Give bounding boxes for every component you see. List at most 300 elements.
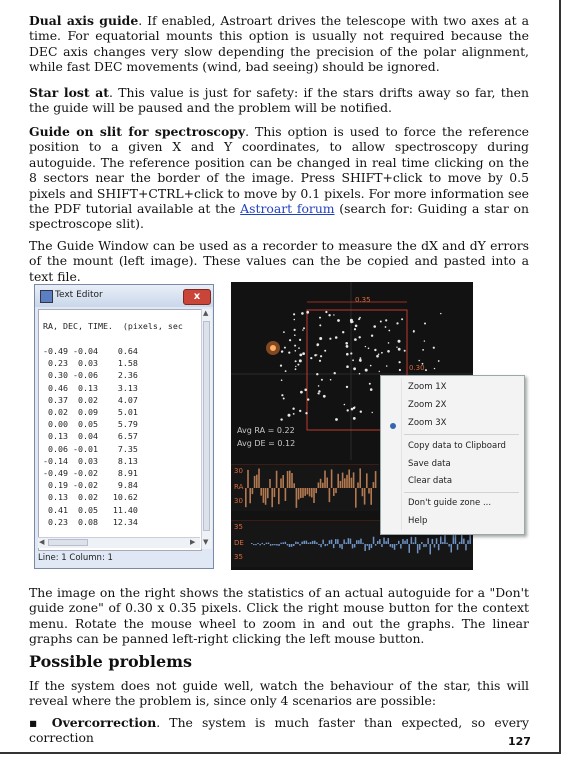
editor-row: -0.14 0.03 8.13 bbox=[43, 455, 138, 466]
de-error-bar bbox=[396, 544, 398, 545]
guide-point bbox=[374, 349, 376, 351]
ra-error-bar bbox=[313, 488, 315, 503]
dual-axis-text: . If enabled, Astroart drives the telescope with two axes at a time. For equatorial mounts this option is usually not required because the DEC axis changes very slow depending the precision of the polar alignment, while fast DEC movements (wind, bad seeing) should be ignored. bbox=[29, 13, 529, 75]
de-error-bar bbox=[394, 544, 396, 550]
ra-error-bar bbox=[265, 488, 267, 505]
de-error-bar bbox=[312, 541, 314, 544]
guide-point bbox=[344, 404, 346, 406]
guide-point bbox=[359, 336, 361, 338]
de-error-bar bbox=[262, 543, 264, 544]
guide-point bbox=[347, 409, 349, 411]
ra-error-bar bbox=[348, 469, 350, 488]
ra-error-bar bbox=[362, 488, 364, 496]
guide-point bbox=[333, 314, 334, 315]
guide-point bbox=[323, 395, 326, 398]
ra-error-bar bbox=[307, 488, 309, 494]
horizontal-scrollbar[interactable] bbox=[38, 537, 200, 548]
ra-graph-bottom-label: 30 bbox=[234, 497, 243, 505]
guide-point bbox=[365, 346, 366, 347]
de-error-bar bbox=[377, 541, 379, 544]
de-error-bar bbox=[406, 539, 408, 544]
guide-point bbox=[292, 408, 294, 410]
guide-point bbox=[438, 360, 440, 362]
guide-point bbox=[329, 338, 331, 340]
guide-point bbox=[370, 388, 373, 391]
guide-point bbox=[319, 360, 321, 362]
guide-window-text: The Guide Window can be used as a recorder to measure the dX and dY errors of the mount (left image). These values can the be copied and pasted into a text file. bbox=[29, 238, 529, 284]
menu-item-zoom-2x[interactable]: Zoom 2X bbox=[408, 400, 447, 410]
de-error-bar bbox=[314, 541, 316, 544]
page-number: 127 bbox=[508, 735, 531, 748]
de-error-bar bbox=[383, 537, 385, 544]
guide-point bbox=[371, 335, 373, 337]
guide-point bbox=[388, 342, 390, 344]
guide-point bbox=[319, 337, 322, 340]
guide-point bbox=[360, 357, 362, 359]
guide-point bbox=[304, 389, 307, 392]
guide-point bbox=[316, 373, 318, 375]
de-error-bar bbox=[320, 544, 322, 547]
guide-point bbox=[354, 338, 357, 341]
guide-point bbox=[337, 319, 340, 322]
guide-point bbox=[325, 311, 327, 313]
guide-point bbox=[422, 349, 424, 351]
ra-error-bar bbox=[302, 488, 304, 498]
guide-point bbox=[288, 352, 290, 354]
guide-point bbox=[369, 383, 371, 385]
text-editor-window bbox=[34, 284, 214, 569]
de-error-bar bbox=[430, 544, 432, 554]
de-error-bar bbox=[350, 539, 352, 544]
de-error-bar bbox=[253, 544, 255, 545]
astroart-forum-link[interactable]: Astroart forum bbox=[240, 201, 335, 217]
de-error-bar bbox=[322, 540, 324, 544]
menu-item-help[interactable]: Help bbox=[408, 516, 428, 526]
guide-point bbox=[298, 347, 300, 349]
de-error-bar bbox=[444, 534, 446, 544]
de-error-bar bbox=[367, 544, 369, 546]
ra-error-bar bbox=[353, 472, 355, 488]
de-graph-top-label: 35 bbox=[234, 523, 243, 531]
ra-error-bar bbox=[322, 483, 324, 488]
image-right-text: The image on the right shows the statistics of an actual autoguide for a "Don't guide zone" of 0.30 x 0.35 pixels. Click the right mouse button for the context menu. Rotate the mouse wheel to zoom in and out the graphs. The linear graphs can be panned left-right clicking the left mouse button. bbox=[29, 585, 529, 647]
de-error-bar bbox=[371, 544, 373, 548]
de-error-bar bbox=[278, 544, 280, 546]
guide-point bbox=[346, 345, 349, 348]
editor-row: 0.30 -0.06 2.36 bbox=[43, 370, 138, 381]
de-error-bar bbox=[425, 544, 427, 547]
de-error-bar bbox=[413, 542, 415, 544]
menu-separator bbox=[404, 492, 519, 493]
guide-point bbox=[295, 350, 297, 352]
guide-point bbox=[413, 331, 415, 333]
guide-point bbox=[317, 393, 319, 395]
ra-error-bar bbox=[258, 469, 260, 488]
de-error-bar bbox=[398, 541, 400, 544]
ra-error-bar bbox=[263, 488, 265, 503]
ra-error-bar bbox=[344, 478, 346, 488]
guide-point bbox=[351, 408, 354, 411]
para-star-lost bbox=[29, 85, 529, 116]
avg-de-value: Avg DE = 0.12 bbox=[237, 439, 296, 448]
de-error-bar bbox=[448, 544, 450, 546]
problems-intro-text: If the system does not guide well, watch the behaviour of the star, this will reveal where the problem is, since only 4 scenarios are possible: bbox=[29, 678, 529, 709]
guide-point bbox=[359, 373, 361, 375]
guide-point bbox=[297, 364, 299, 366]
guide-point bbox=[280, 365, 282, 367]
de-error-bar bbox=[331, 540, 333, 544]
guide-point bbox=[398, 340, 401, 343]
ra-error-bar bbox=[276, 471, 278, 488]
de-error-bar bbox=[337, 539, 339, 544]
guide-point bbox=[295, 368, 297, 370]
de-error-bar bbox=[310, 542, 312, 544]
guide-point bbox=[295, 360, 297, 362]
guide-point bbox=[372, 412, 373, 413]
ra-error-bar bbox=[355, 488, 357, 508]
guide-slit-text-after: (search for: Guiding a star on spectroscope slit). bbox=[29, 201, 529, 232]
ra-error-bar bbox=[296, 488, 298, 508]
ra-error-bar bbox=[298, 488, 300, 500]
de-error-bar bbox=[369, 544, 371, 550]
de-error-bar bbox=[329, 540, 331, 544]
de-error-bar bbox=[348, 538, 350, 544]
editor-row: 0.13 0.02 10.62 bbox=[43, 492, 138, 503]
guide-point bbox=[283, 398, 285, 400]
de-error-bar bbox=[381, 544, 383, 547]
guide-point bbox=[381, 352, 383, 354]
guide-point bbox=[281, 394, 283, 396]
de-error-bar bbox=[419, 544, 421, 550]
editor-row: 0.02 0.09 5.01 bbox=[43, 407, 138, 418]
guide-point bbox=[396, 347, 397, 348]
de-error-bar bbox=[272, 544, 274, 545]
menu-item-dont-guide-zone[interactable]: Don't guide zone ... bbox=[408, 498, 492, 508]
de-graph-bottom-label: 35 bbox=[234, 553, 243, 561]
de-error-bar bbox=[280, 543, 282, 544]
guide-point bbox=[289, 339, 291, 341]
guide-point bbox=[281, 350, 283, 352]
overcorrection-text: . The system is much faster than expected, so every correction bbox=[29, 715, 529, 746]
de-error-bar bbox=[327, 544, 329, 546]
guide-point bbox=[401, 318, 403, 320]
ra-error-bar bbox=[274, 488, 276, 497]
ra-error-bar bbox=[315, 488, 317, 493]
ra-error-bar bbox=[364, 488, 366, 505]
de-error-bar bbox=[411, 537, 413, 544]
de-error-bar bbox=[276, 544, 278, 546]
text-editor-content[interactable] bbox=[38, 309, 202, 551]
guide-point bbox=[379, 371, 380, 372]
guide-point bbox=[378, 354, 380, 356]
ra-error-bar bbox=[247, 470, 249, 488]
guide-point bbox=[310, 357, 312, 359]
de-error-bar bbox=[358, 540, 360, 544]
guide-point bbox=[399, 369, 401, 371]
de-error-bar bbox=[459, 542, 461, 544]
de-error-bar bbox=[291, 544, 293, 547]
ra-error-bar bbox=[254, 476, 256, 488]
guide-point bbox=[318, 385, 320, 387]
de-error-bar bbox=[354, 544, 356, 547]
guide-point bbox=[284, 347, 286, 349]
text-editor-titlebar[interactable] bbox=[35, 285, 213, 307]
ra-error-bar bbox=[304, 488, 306, 496]
de-error-bar bbox=[339, 544, 341, 548]
zone-x-label: 0.35 bbox=[355, 296, 371, 304]
guide-point bbox=[350, 352, 352, 354]
guide-point bbox=[303, 327, 305, 329]
guide-point bbox=[376, 355, 379, 358]
ra-error-bar bbox=[245, 488, 247, 507]
editor-row: 0.19 -0.02 9.84 bbox=[43, 480, 138, 491]
para-dual-axis bbox=[29, 13, 529, 75]
de-error-bar bbox=[299, 544, 301, 545]
guide-point bbox=[440, 313, 441, 314]
ra-error-bar bbox=[335, 488, 337, 493]
guide-point bbox=[396, 322, 398, 324]
guide-point bbox=[293, 313, 295, 315]
ra-error-bar bbox=[351, 478, 353, 488]
guide-point bbox=[368, 348, 370, 350]
selected-radio-icon bbox=[390, 423, 396, 429]
guide-point bbox=[294, 329, 296, 331]
para-image-right bbox=[29, 585, 529, 647]
guide-point bbox=[365, 369, 368, 372]
vertical-scrollbar[interactable] bbox=[201, 309, 212, 549]
guide-point bbox=[425, 369, 427, 371]
guide-point bbox=[386, 365, 388, 367]
ra-error-bar bbox=[366, 473, 368, 488]
editor-row: 0.37 0.02 4.07 bbox=[43, 394, 138, 405]
guide-point bbox=[319, 317, 321, 319]
de-error-bar bbox=[415, 537, 417, 544]
de-error-bar bbox=[446, 543, 448, 544]
guide-point bbox=[328, 314, 330, 316]
guide-point bbox=[370, 365, 372, 367]
ra-error-bar bbox=[271, 488, 273, 507]
guide-point bbox=[358, 318, 360, 320]
menu-item-save-data[interactable]: Save data bbox=[408, 459, 451, 469]
ra-graph[interactable] bbox=[231, 464, 379, 511]
guide-point bbox=[299, 410, 301, 412]
menu-gutter bbox=[401, 378, 402, 530]
ra-error-bar bbox=[287, 471, 289, 488]
de-error-bar bbox=[341, 544, 343, 549]
de-error-bar bbox=[385, 541, 387, 544]
de-error-bar bbox=[409, 544, 411, 553]
de-error-bar bbox=[325, 544, 327, 546]
text-editor-title: Text Editor bbox=[55, 290, 103, 300]
guide-point bbox=[387, 350, 390, 353]
guide-point bbox=[350, 319, 353, 322]
de-error-bar bbox=[352, 544, 354, 548]
dual-axis-label: Dual axis guide bbox=[29, 13, 139, 28]
bullet-overcorrection bbox=[29, 715, 529, 746]
de-error-bar bbox=[375, 544, 377, 546]
guide-point bbox=[316, 354, 317, 355]
guide-point bbox=[302, 329, 303, 330]
de-error-bar bbox=[308, 543, 310, 544]
ra-error-bar bbox=[260, 488, 262, 496]
de-error-bar bbox=[463, 539, 465, 544]
guide-point bbox=[281, 379, 283, 381]
ra-error-bar bbox=[282, 475, 284, 488]
guide-point bbox=[294, 319, 296, 321]
guide-point bbox=[424, 340, 425, 341]
de-error-bar bbox=[379, 539, 381, 544]
ra-error-bar bbox=[333, 488, 335, 496]
de-error-bar bbox=[442, 542, 444, 544]
ra-error-bar bbox=[357, 482, 359, 488]
editor-row: 0.41 0.05 11.40 bbox=[43, 504, 138, 515]
ra-error-bar bbox=[291, 473, 293, 488]
de-error-bar bbox=[287, 544, 289, 545]
guide-point bbox=[399, 361, 401, 363]
ra-error-bar bbox=[373, 482, 375, 488]
editor-header-line: RA, DEC, TIME. (pixels, sec bbox=[43, 321, 183, 331]
menu-item-copy-clipboard[interactable]: Copy data to Clipboard bbox=[408, 441, 506, 451]
de-error-bar bbox=[285, 542, 287, 544]
de-error-bar bbox=[335, 539, 337, 544]
de-error-bar bbox=[274, 544, 276, 545]
de-error-bar bbox=[270, 544, 272, 546]
bullet-icon: ▪ bbox=[29, 715, 52, 730]
close-button[interactable]: x bbox=[183, 289, 211, 305]
menu-item-zoom-1x[interactable]: Zoom 1X bbox=[408, 382, 447, 392]
guide-point bbox=[324, 350, 326, 352]
de-error-bar bbox=[333, 544, 335, 548]
text-editor-icon bbox=[40, 290, 53, 303]
de-error-bar bbox=[283, 542, 285, 544]
de-error-bar bbox=[438, 544, 440, 550]
de-error-bar bbox=[266, 543, 268, 544]
guide-point bbox=[300, 391, 303, 394]
ra-error-bar bbox=[309, 488, 311, 496]
editor-row: 0.00 0.05 5.79 bbox=[43, 419, 138, 430]
ra-error-bar bbox=[256, 475, 258, 488]
guide-point bbox=[404, 350, 406, 352]
de-error-bar bbox=[402, 539, 404, 544]
guide-point bbox=[294, 345, 296, 347]
ra-error-bar bbox=[359, 468, 361, 488]
guide-point bbox=[320, 355, 322, 357]
de-error-bar bbox=[259, 544, 261, 545]
guide-point bbox=[353, 367, 356, 370]
guide-point bbox=[385, 319, 387, 321]
guide-point bbox=[307, 398, 309, 400]
de-error-bar bbox=[404, 541, 406, 544]
guide-point bbox=[355, 325, 358, 328]
guide-point bbox=[359, 360, 361, 362]
guide-point bbox=[433, 347, 435, 349]
ra-error-bar bbox=[249, 488, 251, 503]
ra-graph-mid-label: RA bbox=[234, 483, 244, 491]
menu-item-clear-data[interactable]: Clear data bbox=[408, 476, 453, 486]
guide-slit-label: Guide on slit for spectroscopy bbox=[29, 124, 246, 139]
guide-point bbox=[301, 312, 304, 315]
ra-error-bar bbox=[342, 473, 344, 488]
zone-y-label: 0.30 bbox=[409, 364, 425, 372]
editor-status-bar: Line: 1 Column: 1 bbox=[38, 553, 113, 563]
editor-data-rows bbox=[43, 345, 138, 528]
editor-row: 0.23 0.03 1.58 bbox=[43, 358, 138, 369]
de-error-bar bbox=[297, 542, 299, 544]
editor-row: -0.49 -0.04 0.64 bbox=[43, 346, 138, 356]
guide-slit-text: . This option is used to force the reference position to a given X and Y coordinates, to allow spectroscopy during autoguide. The reference position can be changed in real time clicking on the 8 sectors near the border of the image. Press SHIFT+click to move by 0.5 pixels and SHIFT+CTRL+click to move by 0.1 pixels. For more information see the PDF tutorial available at the bbox=[29, 124, 529, 217]
guide-point bbox=[280, 418, 282, 420]
ra-error-bar bbox=[252, 488, 254, 494]
guide-point bbox=[380, 321, 382, 323]
vertical-scroll-thumb[interactable] bbox=[203, 321, 210, 531]
de-error-bar bbox=[467, 540, 469, 544]
de-error-bar bbox=[465, 544, 467, 550]
de-error-bar bbox=[440, 536, 442, 544]
ra-error-bar bbox=[320, 479, 322, 488]
guide-point bbox=[353, 417, 356, 420]
ra-error-bar bbox=[375, 471, 377, 488]
ra-error-bar bbox=[326, 478, 328, 488]
ra-error-bar bbox=[337, 474, 339, 488]
de-error-bar bbox=[316, 542, 318, 544]
menu-separator bbox=[404, 434, 519, 435]
star-lost-label: Star lost at bbox=[29, 85, 109, 100]
guide-point bbox=[317, 344, 319, 346]
para-guide-window bbox=[29, 238, 529, 284]
ra-error-bar bbox=[267, 488, 269, 498]
guide-point bbox=[285, 370, 287, 372]
de-error-bar bbox=[257, 543, 259, 544]
guide-point bbox=[299, 354, 302, 357]
de-error-bar bbox=[434, 544, 436, 547]
ra-error-bar bbox=[318, 482, 320, 488]
guide-point bbox=[288, 414, 291, 417]
guide-point bbox=[398, 348, 401, 351]
guide-point bbox=[294, 334, 296, 336]
guide-point bbox=[373, 325, 376, 328]
de-error-bar bbox=[364, 544, 366, 551]
editor-row: 0.13 0.04 6.57 bbox=[43, 431, 138, 442]
guide-point bbox=[346, 353, 349, 356]
guide-point bbox=[305, 412, 307, 414]
de-error-bar bbox=[306, 541, 308, 544]
horizontal-scroll-thumb[interactable] bbox=[48, 539, 88, 546]
guide-point bbox=[388, 330, 390, 332]
de-error-bar bbox=[390, 544, 392, 547]
scroll-down-icon[interactable]: ▼ bbox=[203, 538, 209, 546]
ra-error-bar bbox=[280, 478, 282, 488]
de-error-bar bbox=[451, 544, 453, 552]
guide-point bbox=[346, 386, 348, 388]
ra-error-bar bbox=[300, 488, 302, 498]
ra-error-bar bbox=[370, 488, 372, 505]
de-error-bar bbox=[453, 535, 455, 544]
scroll-right-icon[interactable]: ▶ bbox=[190, 538, 196, 546]
section-heading: Possible problems bbox=[29, 652, 193, 671]
guide-point bbox=[434, 368, 435, 369]
guide-point bbox=[293, 413, 295, 415]
guide-point bbox=[302, 352, 305, 355]
de-error-bar bbox=[373, 537, 375, 544]
editor-row: 0.23 0.08 12.34 bbox=[43, 516, 138, 527]
ra-error-bar bbox=[324, 471, 326, 488]
scroll-up-icon[interactable]: ▲ bbox=[203, 309, 209, 317]
guide-point bbox=[330, 379, 332, 381]
ra-error-bar bbox=[278, 488, 280, 504]
star-lost-text: . This value is just for safety: if the stars drifts away so far, then the guide will be paused and the problem will be notified. bbox=[29, 85, 529, 116]
scroll-left-icon[interactable]: ◀ bbox=[39, 538, 45, 546]
menu-item-zoom-3x[interactable]: Zoom 3X bbox=[408, 418, 447, 428]
